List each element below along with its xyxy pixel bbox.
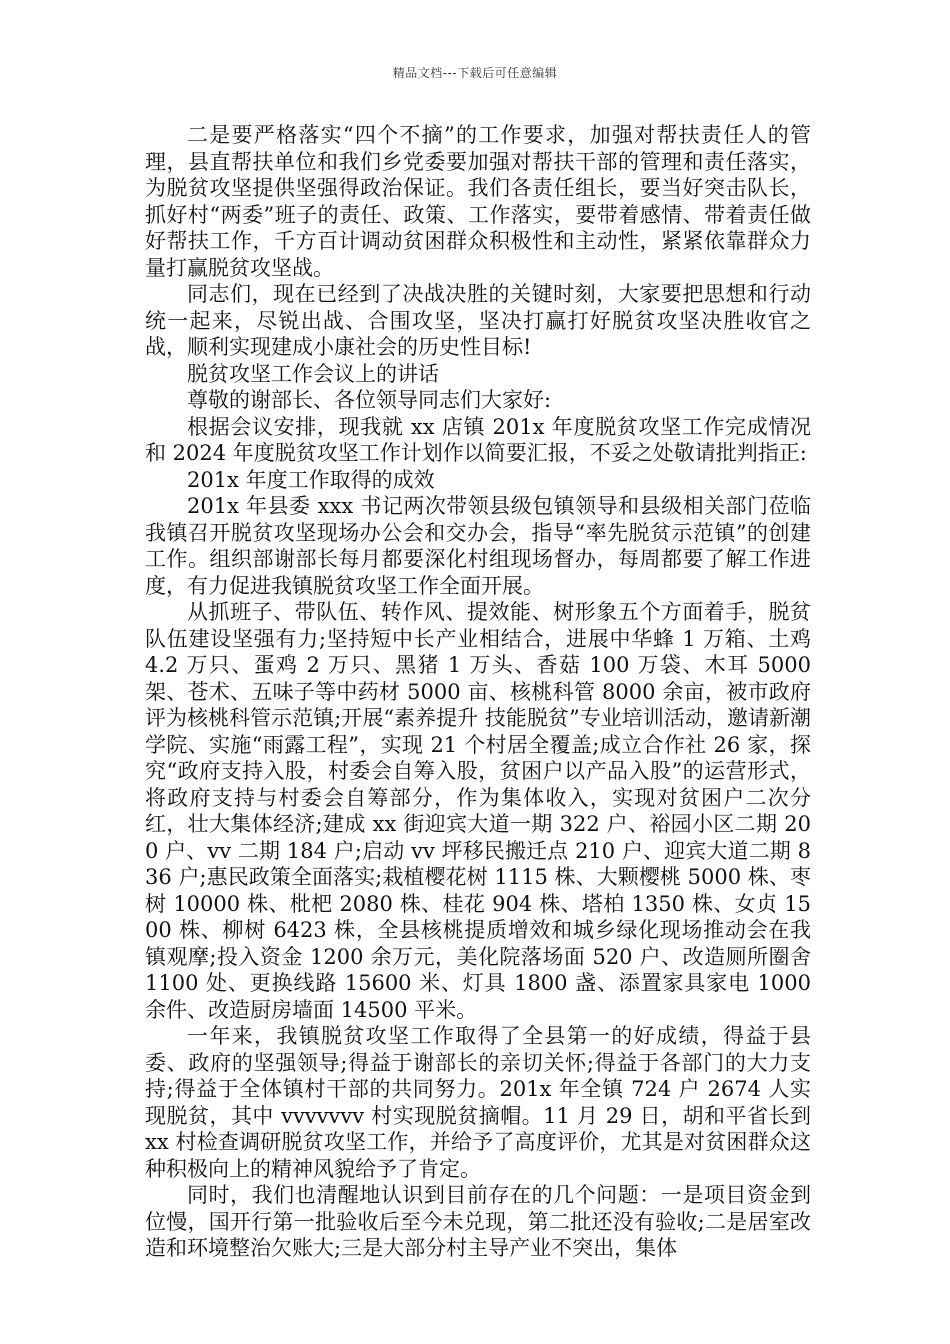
page-header: 精品文档---下载后可任意编辑 bbox=[392, 66, 558, 80]
speech-title: 脱贫攻坚工作会议上的讲话 bbox=[187, 361, 439, 386]
paragraph-leadership: 201x 年县委 xxx 书记两次带领县级包镇领导和县级相关部门莅临我镇召开脱贫攻坚现场办公会和交办会，指导“率先脱贫示范镇”的创建工作。组织部谢部长每月都要深化村组现场督办，每周都要了解工作进度，有力促进我镇脱贫攻坚工作全面开展。 bbox=[145, 494, 811, 598]
salutation: 尊敬的谢部长、各位领导同志们大家好: bbox=[187, 388, 552, 412]
paragraph-commitments: 二是要严格落实“四个不摘”的工作要求，加强对帮扶责任人的管理，县直帮扶单位和我们乡党委要加强对帮扶干部的管理和责任落实，为脱贫攻坚提供坚强得政治保证。我们各责任组长，要当好突击队长，抓好村“两委”班子的责任、政策、工作落实，要带着感情、带着责任做好帮扶工作，千方百计调动贫困群众积极性和主动性，紧紧依靠群众力量打赢脱贫攻坚战。 bbox=[145, 123, 811, 280]
paragraph-results: 一年来，我镇脱贫攻坚工作取得了全县第一的好成绩，得益于县委、政府的坚强领导;得益于谢部长的亲切关怀;得益于各部门的大力支持;得益于全体镇村干部的共同努力。201x 年全镇 724 户 2674 人实现脱贫，其中 vvvvvvv 村实现脱贫摘帽。11 月 29 日，胡和平省长到 xx 村检查调研脱贫攻坚工作，并给予了高度评价，尤其是对贫困群众这种积极向上的精神风貌给予了肯定。 bbox=[145, 1024, 811, 1181]
paragraph-achievements: 从抓班子、带队伍、转作风、提效能、树形象五个方面着手，脱贫队伍建设坚强有力;坚持短中长产业相结合，进展中华蜂 1 万箱、土鸡 4.2 万只、蛋鸡 2 万只、黑猪 1 万头、香菇 100 万袋、木耳 5000 架、苍术、五味子等中药材 5000 亩、核桃科管 8000 余亩，被市政府评为核桃科管示范镇;开展“素养提升 技能脱贫”专业培训活动，邀请新潮学院、实施“雨露工程”，实现 21 个村居全覆盖;成立合作社 26 家，探究“政府支持入股，村委会自筹入股，贫困户以产品入股”的运营形式，将政府支持与村委会自筹部分，作为集体收入，实现对贫困户二次分红，壮大集体经济;建成 xx 街迎宾大道一期 322 户、裕园小区二期 200 户、vv 二期 184 户;启动 vv 坪移民搬迁点 210 户、迎宾大道二期 836 户;惠民政策全面落实;栽植樱花树 1115 株、大颗樱桃 5000 株、枣树 10000 株、枇杷 2080 株、桂花 904 株、塔柏 1350 株、女贞 1500 株、柳树 6423 株，全县核桃提质增效和城乡绿化现场推动会在我镇观摩;投入资金 1200 余万元，美化院落场面 520 户、改造厕所圈舍 1100 处、更换线路 15600 米、灯具 1800 盏、添置家具家电 1000 余件、改造厨房墙面 14500 平米。 bbox=[145, 600, 811, 1022]
paragraph-comrades: 同志们，现在已经到了决战决胜的关键时刻，大家要把思想和行动统一起来，尽锐出战、合围攻坚，坚决打赢打好脱贫攻坚决胜收官之战，顺利实现建成小康社会的历史性目标! bbox=[145, 282, 811, 359]
document-body bbox=[145, 122, 811, 1262]
paragraph-intro: 根据会议安排，现我就 xx 店镇 201x 年度脱贫攻坚工作完成情况和 2024 年度脱贫攻坚工作计划作以简要汇报，不妥之处敬请批判指正: bbox=[145, 414, 811, 465]
paragraph-problems: 同时，我们也清醒地认识到目前存在的几个问题：一是项目资金到位慢，国开行第一批验收后至今未兑现，第二批还没有验收;二是居室改造和环境整治欠账大;三是大部分村主导产业不突出，集体 bbox=[145, 1183, 811, 1260]
section-heading: 201x 年度工作取得的成效 bbox=[187, 467, 435, 492]
